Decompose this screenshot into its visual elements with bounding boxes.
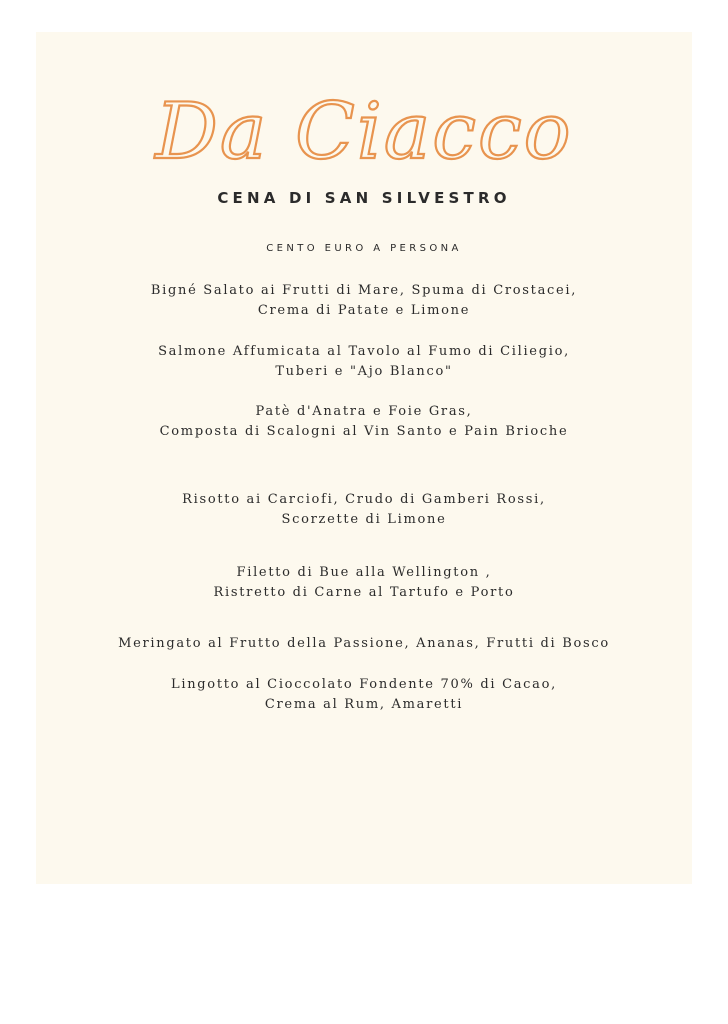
- course-line: Tuberi e "Ajo Blanco": [275, 364, 453, 379]
- course-item: [0, 675, 728, 715]
- course-line: Patè d'Anatra e Foie Gras,: [255, 404, 473, 419]
- course-line: Ristretto di Carne al Tartufo e Porto: [213, 585, 515, 600]
- course-line: Filetto di Bue alla Wellington ,: [236, 565, 492, 580]
- restaurant-logo: [0, 70, 728, 195]
- course-line: Lingotto al Cioccolato Fondente 70% di Cacao,: [171, 677, 557, 692]
- course-line: Composta di Scalogni al Vin Santo e Pain Brioche: [159, 424, 569, 439]
- menu-title: CENA DI SAN SILVESTRO: [217, 189, 511, 207]
- course-item: [0, 563, 728, 603]
- course-item: [0, 281, 728, 321]
- course-line: Risotto ai Carciofi, Crudo di Gamberi Rossi,: [182, 492, 546, 507]
- course-item: [0, 402, 728, 442]
- course-item: [0, 490, 728, 530]
- course-line: Crema di Patate e Limone: [257, 303, 471, 318]
- course-line: Meringato al Frutto della Passione, Ananas, Frutti di Bosco: [118, 636, 610, 651]
- course-line: Crema al Rum, Amaretti: [264, 697, 464, 712]
- course-line: Bigné Salato ai Frutti di Mare, Spuma di Crostacei,: [150, 283, 578, 298]
- course-item: [0, 634, 728, 654]
- course-item: [0, 342, 728, 382]
- price-line: CENTO EURO A PERSONA: [266, 243, 462, 254]
- course-line: Scorzette di Limone: [281, 512, 447, 527]
- restaurant-name: Da Ciacco: [155, 87, 573, 177]
- course-line: Salmone Affumicata al Tavolo al Fumo di Ciliegio,: [158, 344, 570, 359]
